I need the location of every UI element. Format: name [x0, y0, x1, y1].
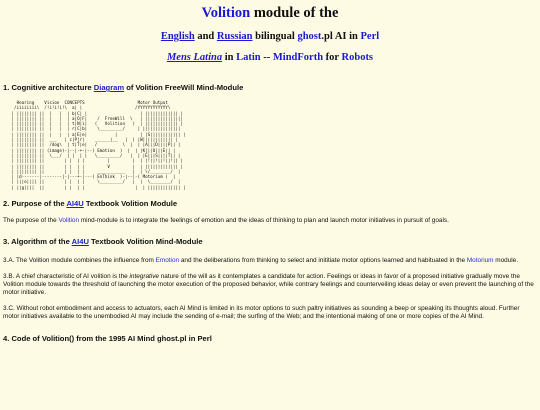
section-2-prefix: 2. Purpose of the: [3, 199, 67, 209]
s3b-text-1: 3.B. A chief characteristic of AI volition is the: [3, 272, 130, 280]
section-3-suffix: Textbook Volition Mind-Module: [88, 237, 203, 247]
volition-module-link[interactable]: Volition: [58, 217, 80, 225]
section-4-heading: 4. Code of Volition() from the 1995 AI Mind ghost.pl in Perl: [3, 334, 212, 344]
title-text: module of the: [250, 5, 339, 21]
section-1-prefix: 1. Cognitive architecture: [3, 83, 94, 92]
s3a-text-3: module.: [493, 257, 519, 265]
volition-link[interactable]: Volition: [201, 5, 251, 21]
mens-latina-link[interactable]: Mens Latina: [166, 52, 223, 63]
ai4u-link-1[interactable]: AI4U: [66, 199, 84, 209]
section-1-suffix: of Volition FreeWill Mind-Module: [124, 83, 244, 92]
subtitle-ai-in: .pl AI in: [321, 31, 361, 42]
s2-text-2: mind-module is to integrate the feelings of emotion and the ideas of thinking to plan and launch motor initiatives in pursuit of goals.: [79, 217, 449, 225]
emotion-link[interactable]: Emotion: [155, 257, 180, 265]
motorium-link[interactable]: Motorium: [466, 257, 494, 265]
section-3c-paragraph: 3.C. Without robot embodiment and access to actuators, each AI Mind is limited in its motor options to such paltry initiatives as sounding a beep or speaking its thoughts aloud. Further motor initiatives available to the unembodied AI may include the sending of e-mail; the surfing of the Web; and the intentional making of one or more copies of the AI Mind.: [3, 304, 520, 320]
page-title: [3, 5, 537, 21]
section-1-heading: [3, 83, 537, 92]
ghost-link[interactable]: ghost: [297, 31, 322, 42]
english-link[interactable]: English: [160, 31, 195, 42]
section-3-prefix: 3. Algorithm of the: [3, 237, 72, 247]
subtitle-2: [3, 52, 537, 64]
s3b-text-2: nature of the will as it contemplates a candidate for action. Feelings or ideas in favor of a proposed initiative gradually move the Volition module towards the threshold of launching the motor execution of the proposed behavior, while contrary feelings and counterveiling ideas delay or even prevent the launching of the motor initiative.: [3, 272, 534, 297]
subtitle: [3, 31, 537, 43]
s3a-text-1: 3.A. The Volition module combines the influence from: [3, 257, 156, 265]
diagram-link[interactable]: Diagram: [93, 83, 125, 92]
subtitle-bilingual: bilingual: [252, 31, 298, 42]
section-2-suffix: Textbook Volition Module: [83, 199, 178, 209]
section-2-heading: [3, 199, 537, 208]
subtitle2-for: for: [323, 52, 342, 63]
russian-link[interactable]: Russian: [216, 31, 253, 42]
page: [0, 5, 540, 343]
subtitle2-in: in: [222, 52, 237, 63]
section-3b-paragraph: [3, 273, 537, 298]
s3a-text-2: and the deliberations from thinking to select and inititiate motor options learned and habituated in the: [179, 257, 467, 265]
subtitle-and: and: [194, 31, 217, 42]
section-2-paragraph: [3, 217, 537, 225]
perl-link[interactable]: Perl: [360, 31, 380, 42]
mindforth-link[interactable]: MindForth: [272, 52, 324, 63]
ascii-diagram: Hearing Vision CONCEPTS Motor Output /iiiiiiii\ /!i!i!i!\ a| | /YYYYYYYYYYYY\ | |||||||| || | | | b|C| | | ||||||||||||| | | |||||||| || | | | a|O|F| / FreeWill \ | ||||||||||||||| | |||||||| || | | | t|N|i| ( Volition ) | ||||||||||||| | | |||||||| || | | | r|C|b| \_________/ | ||||||||||||||| | |||||||| || | | | a|E|e| | | |S|||||||||||| | | |||||||| || ___ | c|P|r| ______|__ | | |W|||||||||||| | | |||||||| || /dog\ | t|T|e| / \ | | |A|||D||||P|| | | |||||||| || (image)-|--|-+-|--( Emotion ) | | |K|||U|||E|| | | |||||||| || \___/ | | | | \_________/ | | |E|||S||||T|| | | |||||||| || | | | | | | | |!||!||!||!|| | | |||||||| || | | | | V | | ||||||||||||| | | |||||||| || | | | | ___________ | | \/________/ | | |d-------|--------|-|---+-|---( EnThink )-|--|-( Motorium ) | | |||o|||| || | | | | \_________/ | | \________/ | | ||g|||| || | | | | | | ||||||||||||| |: [11, 100, 186, 190]
s3b-emphasis: integrative: [129, 272, 159, 280]
s2-text-1: The purpose of the: [3, 217, 59, 225]
latin-link[interactable]: Latin: [236, 52, 261, 63]
section-3a-paragraph: [3, 257, 537, 265]
subtitle2-dash: --: [260, 52, 273, 63]
robots-link[interactable]: Robots: [341, 52, 374, 63]
section-3-heading: [3, 237, 537, 246]
ai4u-link-2[interactable]: AI4U: [71, 237, 89, 247]
